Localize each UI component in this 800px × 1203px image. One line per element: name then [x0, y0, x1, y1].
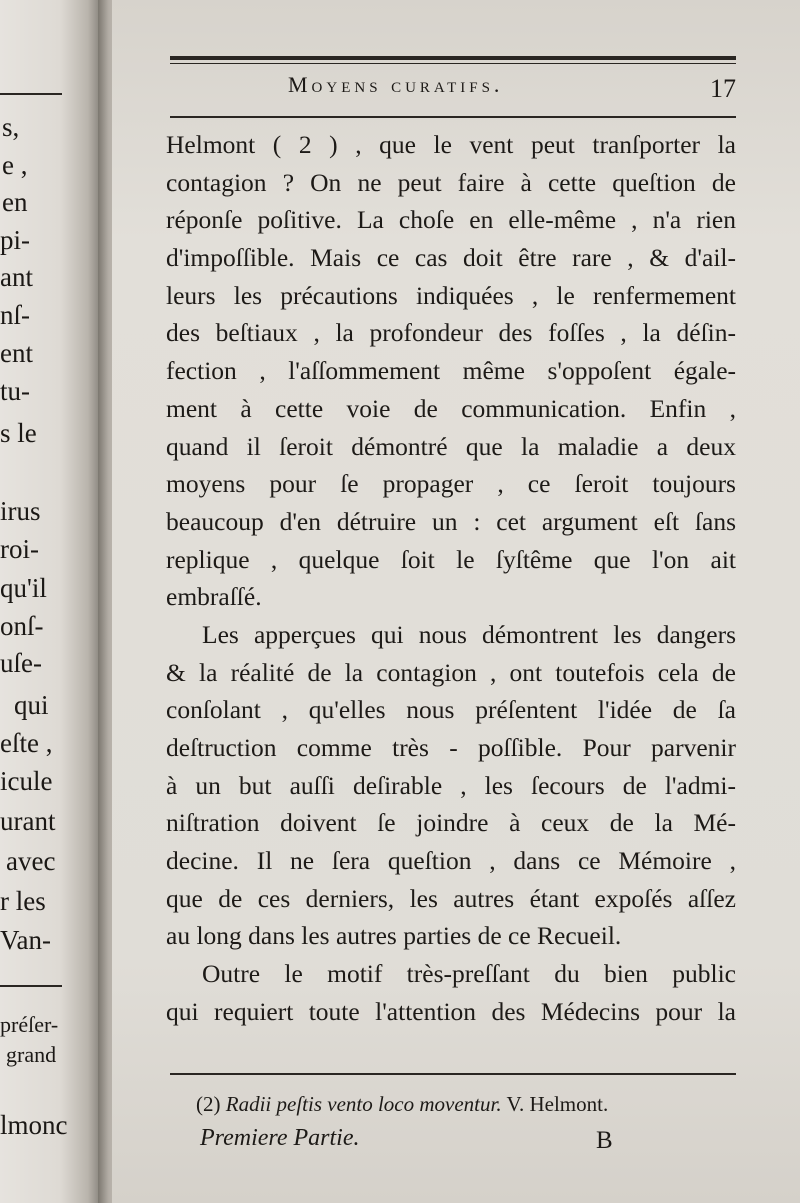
page-number: 17	[710, 74, 736, 103]
footnote-rule	[170, 1073, 736, 1075]
left-line: eſte ,	[0, 728, 53, 758]
text-line: qui requiert toute l'attention des Médecins pour la	[166, 996, 736, 1026]
text-line: & la réalité de la contagion , ont toutefois cela de	[166, 657, 736, 687]
text-line: quand il ſeroit démontré que la maladie a deux	[166, 431, 736, 461]
left-line: préſer-	[0, 1012, 59, 1037]
left-line: e ,	[2, 150, 28, 180]
part-title: Premiere Partie.	[200, 1125, 360, 1151]
text-line: contagion ? On ne peut faire à cette queſtion de	[166, 167, 736, 197]
footnote	[196, 1092, 736, 1117]
header-rule	[170, 116, 736, 118]
text-line: beaucoup d'en détruire un : cet argument eſt ſans	[166, 506, 736, 536]
left-line: grand	[6, 1042, 57, 1067]
text-line: decine. Il ne ſera queſtion , dans ce Mémoire ,	[166, 846, 736, 876]
left-line: qui	[14, 690, 49, 720]
left-line: roi-	[0, 534, 39, 564]
left-header-rule	[0, 93, 62, 95]
page-footer	[200, 1125, 660, 1159]
text-line: leurs les précautions indiquées , le renfermement	[166, 280, 736, 310]
text-line: deſtruction comme très - poſſible. Pour parvenir	[166, 733, 736, 762]
text-line: moyens pour ſe propager , ce ſeroit toujours	[166, 469, 736, 499]
text-line: réponſe poſitive. La choſe en elle-même , n'a rien	[166, 205, 736, 235]
text-line: Outre le motif très-preſſant du bien public	[202, 959, 736, 989]
left-line: Van-	[0, 925, 51, 955]
left-line: ent	[0, 338, 33, 368]
left-line: qu'il	[0, 573, 47, 603]
left-line: irus	[0, 496, 41, 526]
left-line: lmonc	[0, 1110, 68, 1140]
footnote-quote: Radii peſtis vento loco moventur.	[225, 1092, 502, 1116]
left-footnote-rule	[0, 985, 62, 987]
text-line: que de ces derniers, les autres étant expoſés aſſez	[166, 883, 736, 913]
left-line: s,	[2, 112, 20, 142]
text-line: Les apperçues qui nous démontrent les dangers	[202, 619, 736, 649]
left-page	[0, 0, 100, 1203]
left-page-text	[0, 0, 100, 1203]
text-line: niſtration doivent ſe joindre à ceux de la Mé-	[166, 808, 736, 838]
top-rule-thin	[170, 63, 736, 64]
running-head: Moyens curatifs.	[288, 72, 504, 97]
left-line: uſe-	[0, 648, 42, 678]
text-line: d'impoſſible. Mais ce cas doit être rare , & d'ail-	[166, 243, 736, 273]
left-line: pi-	[0, 225, 30, 255]
text-line: fection , l'aſſommement même s'oppoſent égale-	[166, 356, 736, 386]
left-line: avec	[6, 846, 56, 876]
text-line: replique , quelque ſoit le ſyſtême que l'on ait	[166, 544, 736, 574]
top-rule	[170, 56, 736, 60]
footnote-reference: V. Helmont.	[506, 1092, 609, 1116]
text-line: Helmont ( 2 ) , que le vent peut tranſporter la	[166, 130, 736, 159]
footnote-marker: (2)	[196, 1092, 221, 1116]
text-line: au long dans les autres parties de ce Recueil.	[166, 921, 622, 951]
left-line: icule	[0, 766, 53, 796]
left-line: en	[2, 187, 28, 217]
left-line: s le	[0, 418, 37, 448]
left-line: onſ-	[0, 611, 44, 641]
left-line: ant	[0, 262, 33, 292]
text-line: des beſtiaux , la profondeur des foſſes , la déſin-	[166, 318, 736, 348]
left-line: nſ-	[0, 300, 30, 330]
text-line: embraſſé.	[166, 582, 262, 612]
signature-mark: B	[596, 1127, 613, 1154]
page-header	[170, 70, 736, 104]
left-line: r les	[0, 886, 46, 916]
left-line: urant	[0, 806, 56, 836]
text-line: à un but auſſi deſirable , les ſecours de l'admi-	[166, 770, 736, 800]
left-line: tu-	[0, 376, 30, 406]
text-line: conſolant , qu'elles nous préſentent l'idée de ſa	[166, 695, 736, 725]
text-line: ment à cette voie de communication. Enfin ,	[166, 393, 736, 423]
main-text	[166, 126, 736, 1031]
